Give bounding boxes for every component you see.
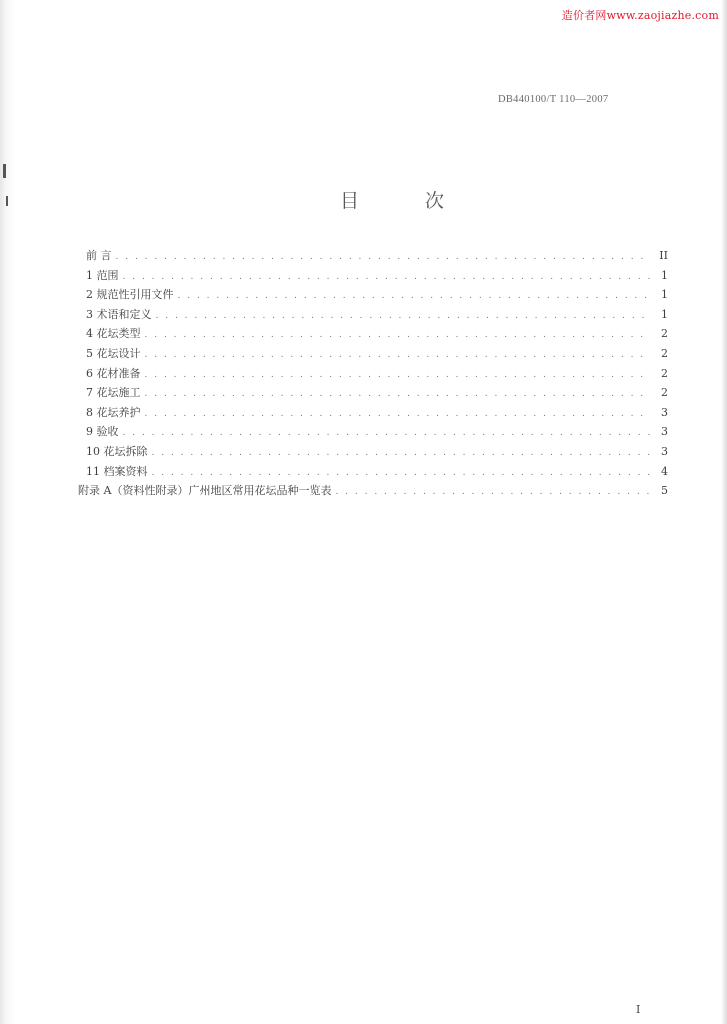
- toc-entry-page: 1: [661, 288, 668, 302]
- scan-right-edge: [721, 0, 727, 1024]
- dot-leader: [145, 330, 651, 340]
- toc-entry-page: 1: [661, 268, 668, 282]
- dot-leader: [145, 370, 651, 380]
- page-title: 目 次: [340, 190, 475, 212]
- dot-leader: [152, 448, 651, 458]
- toc-entry-page: 3: [661, 444, 668, 458]
- toc-entry-page: 2: [661, 386, 668, 400]
- scan-artifact: [3, 164, 6, 178]
- toc-entry-label: 前 言: [86, 249, 112, 262]
- toc-entry-label: 11 档案资料: [86, 464, 148, 478]
- toc-entry-appendix-a[interactable]: [78, 482, 668, 502]
- document-code: DB440100/T 110—2007: [498, 94, 609, 105]
- toc-entry-page: 2: [661, 346, 668, 360]
- dot-leader: [116, 252, 651, 262]
- toc-entry-archives[interactable]: [86, 463, 668, 483]
- toc-entry-page: 2: [661, 327, 668, 341]
- toc-entry-design[interactable]: [86, 345, 668, 365]
- toc-entry-terms[interactable]: [86, 306, 668, 326]
- dot-leader: [156, 311, 651, 321]
- toc-entry-construction[interactable]: [86, 384, 668, 404]
- toc-entry-label: 9 验收: [86, 425, 119, 439]
- toc-entry-preparation[interactable]: [86, 365, 668, 385]
- page-number: I: [636, 1003, 641, 1016]
- toc-entry-label: 10 花坛拆除: [86, 444, 148, 458]
- toc-entry-label: 5 花坛设计: [86, 346, 141, 360]
- toc-entry-page: 3: [661, 405, 668, 419]
- table-of-contents: [78, 247, 668, 502]
- dot-leader: [152, 468, 651, 478]
- toc-entry-page: II: [659, 249, 668, 262]
- toc-entry-removal[interactable]: [86, 443, 668, 463]
- toc-entry-label: 8 花坛养护: [86, 405, 141, 419]
- toc-entry-label: 1 范围: [86, 268, 119, 282]
- scan-artifact: [6, 196, 8, 206]
- dot-leader: [145, 389, 651, 399]
- toc-entry-foreword[interactable]: [86, 247, 668, 267]
- toc-entry-page: 3: [661, 425, 668, 439]
- scan-left-edge: [0, 0, 14, 1024]
- toc-entry-normative-references[interactable]: [86, 286, 668, 306]
- toc-entry-page: 5: [661, 484, 668, 498]
- dot-leader: [145, 409, 651, 419]
- toc-entry-label: 附录 A（资料性附录）广州地区常用花坛品种一览表: [78, 484, 332, 498]
- dot-leader: [178, 291, 651, 301]
- toc-entry-scope[interactable]: [86, 267, 668, 287]
- toc-entry-acceptance[interactable]: [86, 423, 668, 443]
- toc-entry-types[interactable]: [86, 325, 668, 345]
- toc-entry-label: 4 花坛类型: [86, 327, 141, 341]
- toc-entry-label: 3 术语和定义: [86, 307, 152, 321]
- website-watermark[interactable]: 造价者网www.zaojiazhe.com: [561, 9, 719, 22]
- toc-entry-label: 6 花材准备: [86, 366, 141, 380]
- toc-entry-page: 1: [661, 307, 668, 321]
- toc-entry-label: 2 规范性引用文件: [86, 288, 174, 302]
- toc-entry-label: 7 花坛施工: [86, 386, 141, 400]
- dot-leader: [123, 272, 651, 282]
- dot-leader: [123, 428, 651, 438]
- dot-leader: [145, 350, 651, 360]
- toc-entry-page: 2: [661, 366, 668, 380]
- dot-leader: [335, 487, 650, 497]
- toc-entry-page: 4: [661, 464, 668, 478]
- toc-entry-maintenance[interactable]: [86, 404, 668, 424]
